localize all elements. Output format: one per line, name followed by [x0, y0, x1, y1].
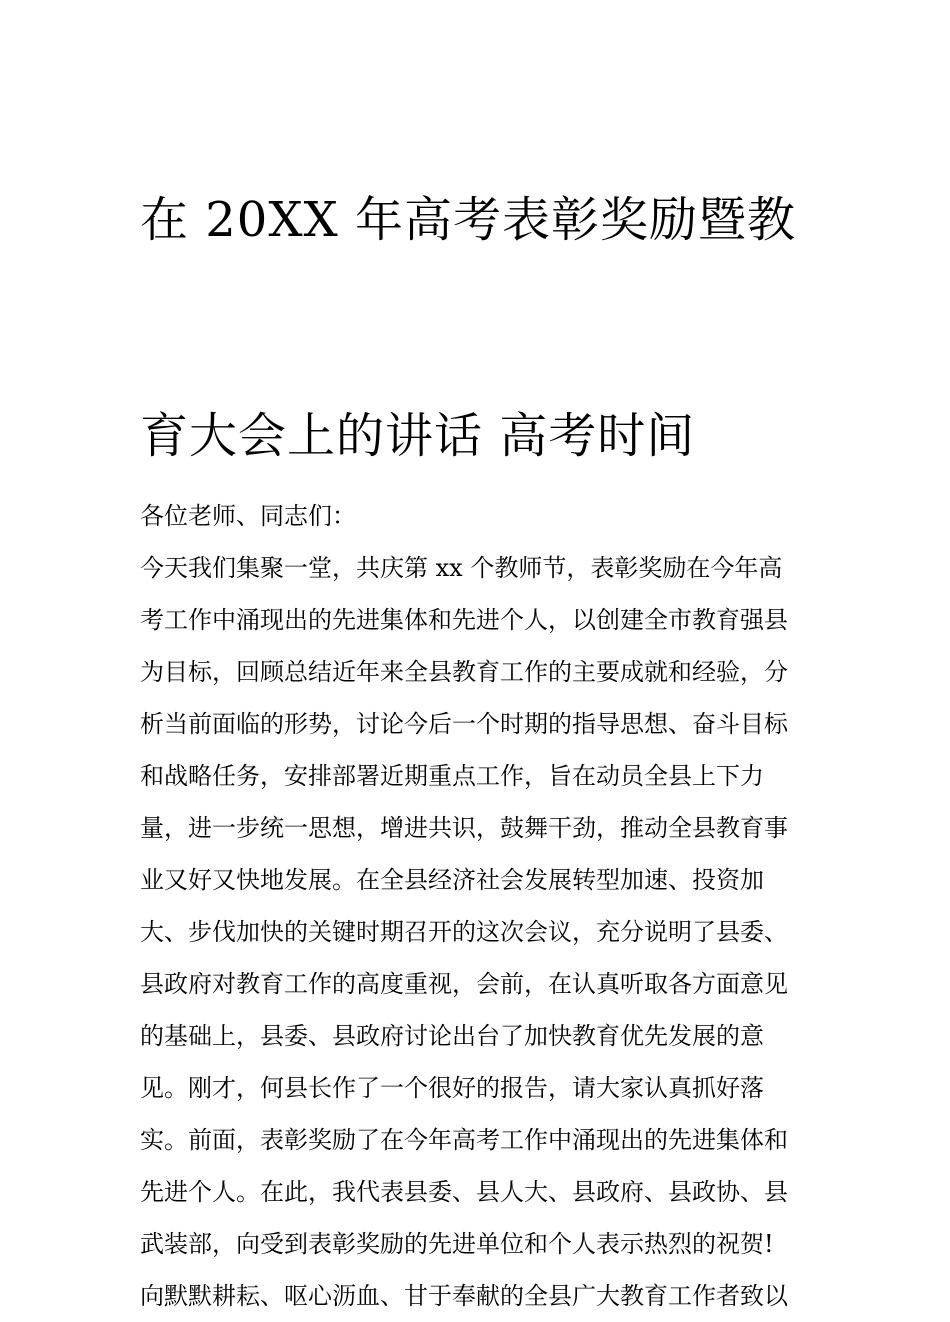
paragraph-line: 为目标，回顾总结近年来全县教育工作的主要成就和经验，分: [140, 658, 788, 686]
paragraph-line: 县政府对教育工作的高度重视，会前，在认真听取各方面意见: [140, 970, 788, 998]
title-line-2: 育大会上的讲话 高考时间: [140, 408, 696, 464]
paragraph-line: 武装部，向受到表彰奖励的先进单位和个人表示热烈的祝贺!: [140, 1230, 774, 1258]
paragraph-line: 见。刚才，何县长作了一个很好的报告，请大家认真抓好落: [140, 1074, 764, 1102]
paragraph-line: 实。前面，表彰奖励了在今年高考工作中涌现出的先进集体和: [140, 1126, 788, 1154]
paragraph-line: 今天我们集聚一堂，共庆第 xx 个教师节，表彰奖励在今年高: [140, 554, 783, 582]
paragraph-line: 析当前面临的形势，讨论今后一个时期的指导思想、奋斗目标: [140, 710, 788, 738]
paragraph-line: 考工作中涌现出的先进集体和先进个人，以创建全市教育强县: [140, 606, 788, 634]
paragraph-line: 业又好又快地发展。在全县经济社会发展转型加速、投资加: [140, 866, 764, 894]
paragraph-line: 大、步伐加快的关键时期召开的这次会议，充分说明了县委、: [140, 918, 788, 946]
speech-paragraph: [140, 542, 820, 1322]
paragraph-line: 向默默耕耘、呕心沥血、甘于奉献的全县广大教育工作者致以: [140, 1282, 788, 1310]
document-title: [140, 112, 820, 472]
document-content: [140, 112, 820, 1322]
paragraph-line: 先进个人。在此，我代表县委、县人大、县政府、县政协、县: [140, 1178, 788, 1206]
paragraph-line: 的基础上，县委、县政府讨论出台了加快教育优先发展的意: [140, 1022, 764, 1050]
title-line-1: 在 20XX 年高考表彰奖励暨教: [140, 192, 796, 248]
paragraph-line: 量，进一步统一思想，增进共识，鼓舞干劲，推动全县教育事: [140, 814, 788, 842]
salutation: 各位老师、同志们：: [140, 502, 356, 530]
paragraph-line: 和战略任务，安排部署近期重点工作，旨在动员全县上下力: [140, 762, 764, 790]
